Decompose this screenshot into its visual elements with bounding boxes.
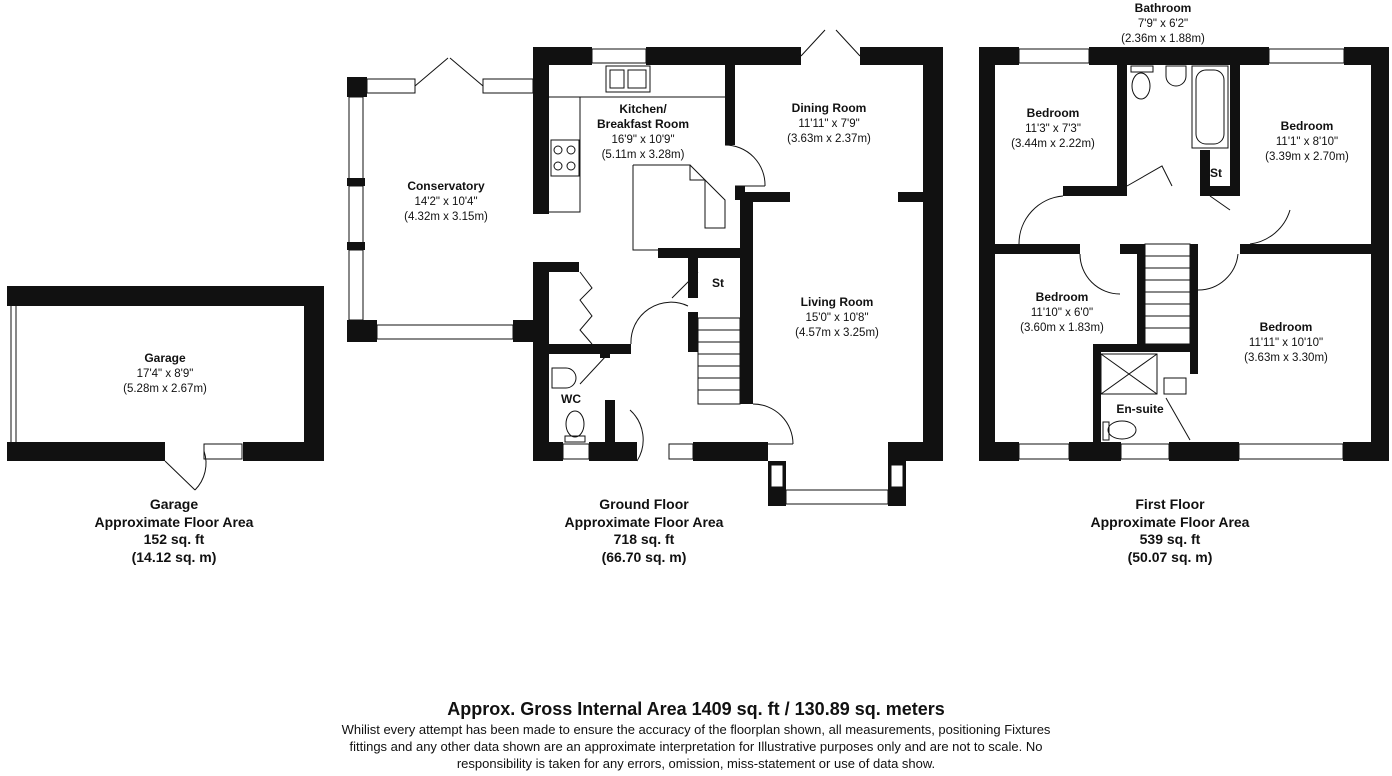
room-size-imperial: 7'9" x 6'2" [1137,18,1189,30]
floor-area-sqm: (66.70 sq. m) [601,548,687,565]
room-name: Bedroom [1259,320,1313,334]
room-kitchen [597,102,689,161]
room-bedroom-1 [1011,106,1095,150]
room-name: Bedroom [1280,119,1334,133]
room-dining [787,101,871,145]
floor-area-label: Approximate Floor Area [564,513,724,530]
floor-area-label: Approximate Floor Area [94,513,254,530]
room-ground-store: St [712,276,724,290]
room-size-imperial: 11'11" x 7'9" [798,118,860,130]
room-size-metric: (5.11m x 3.28m) [601,149,685,161]
room-size-metric: (3.44m x 2.22m) [1011,138,1095,150]
floor-area-sqft: 539 sq. ft [1139,531,1201,547]
room-bedroom-2 [1265,119,1349,163]
room-size-imperial: 11'11" x 10'10" [1248,337,1324,349]
room-size-imperial: 16'9" x 10'9" [611,134,675,146]
floor-area-sqft: 152 sq. ft [143,531,205,547]
room-size-metric: (4.57m x 3.25m) [795,327,879,339]
room-living [795,295,879,339]
room-name-line2: Breakfast Room [596,117,690,131]
garage-area-label [44,496,304,566]
room-wc: WC [561,392,581,406]
room-bathroom [1121,1,1205,45]
room-size-imperial: 11'3" x 7'3" [1025,123,1081,135]
room-size-metric: (4.32m x 3.15m) [404,211,488,223]
room-size-metric: (3.39m x 2.70m) [1265,151,1349,163]
room-name: Bedroom [1026,106,1080,120]
floor-area-label: Approximate Floor Area [1090,513,1250,530]
room-size-imperial: 14'2" x 10'4" [414,196,478,208]
room-bedroom-4 [1244,320,1328,364]
floor-name: First Floor [1135,496,1205,512]
disclaimer-text: Whilist every attempt has been made to ensure the accuracy of the floorplan shown, all measurements, positioning Fixtures fittings and any other data shown are an approximate interpretation for Illustrative purposes only and are not to scale. No responsibility is taken for any errors, omission, miss-statement or use of data show. [341,722,1051,771]
floor-area-sqm: (50.07 sq. m) [1127,548,1213,565]
room-size-imperial: 11'1" x 8'10" [1275,136,1339,148]
room-size-metric: (3.63m x 2.37m) [787,133,871,145]
room-size-metric: (3.63m x 3.30m) [1244,352,1328,364]
floor-name: Ground Floor [599,496,689,512]
gross-internal-area: Approx. Gross Internal Area 1409 sq. ft / 130.89 sq. meters [447,699,945,719]
room-conservatory [404,179,488,223]
room-name: Garage [144,351,186,365]
room-name: Conservatory [407,179,485,193]
room-name: Dining Room [791,101,867,115]
room-bedroom-3 [1020,290,1104,334]
room-name: Living Room [800,295,874,309]
ground-floor-area-label [514,496,774,566]
room-size-imperial: 11'10" x 6'0" [1030,307,1094,319]
floor-area-sqm: (14.12 sq. m) [131,548,217,565]
room-ensuite: En-suite [1116,402,1164,416]
first-floor-area-label [1040,496,1300,566]
room-first-store: St [1210,166,1222,180]
room-garage [123,351,207,395]
room-size-imperial: 15'0" x 10'8" [805,312,869,324]
floor-name: Garage [149,496,199,512]
gross-area-footer [0,698,1392,772]
floor-area-sqft: 718 sq. ft [613,531,675,547]
room-name: Bathroom [1134,1,1192,15]
room-size-imperial: 17'4" x 8'9" [136,368,194,380]
room-size-metric: (2.36m x 1.88m) [1121,33,1205,45]
room-name: Bedroom [1035,290,1089,304]
room-size-metric: (3.60m x 1.83m) [1020,322,1104,334]
room-size-metric: (5.28m x 2.67m) [123,383,207,395]
room-name: Kitchen/ [619,102,667,116]
